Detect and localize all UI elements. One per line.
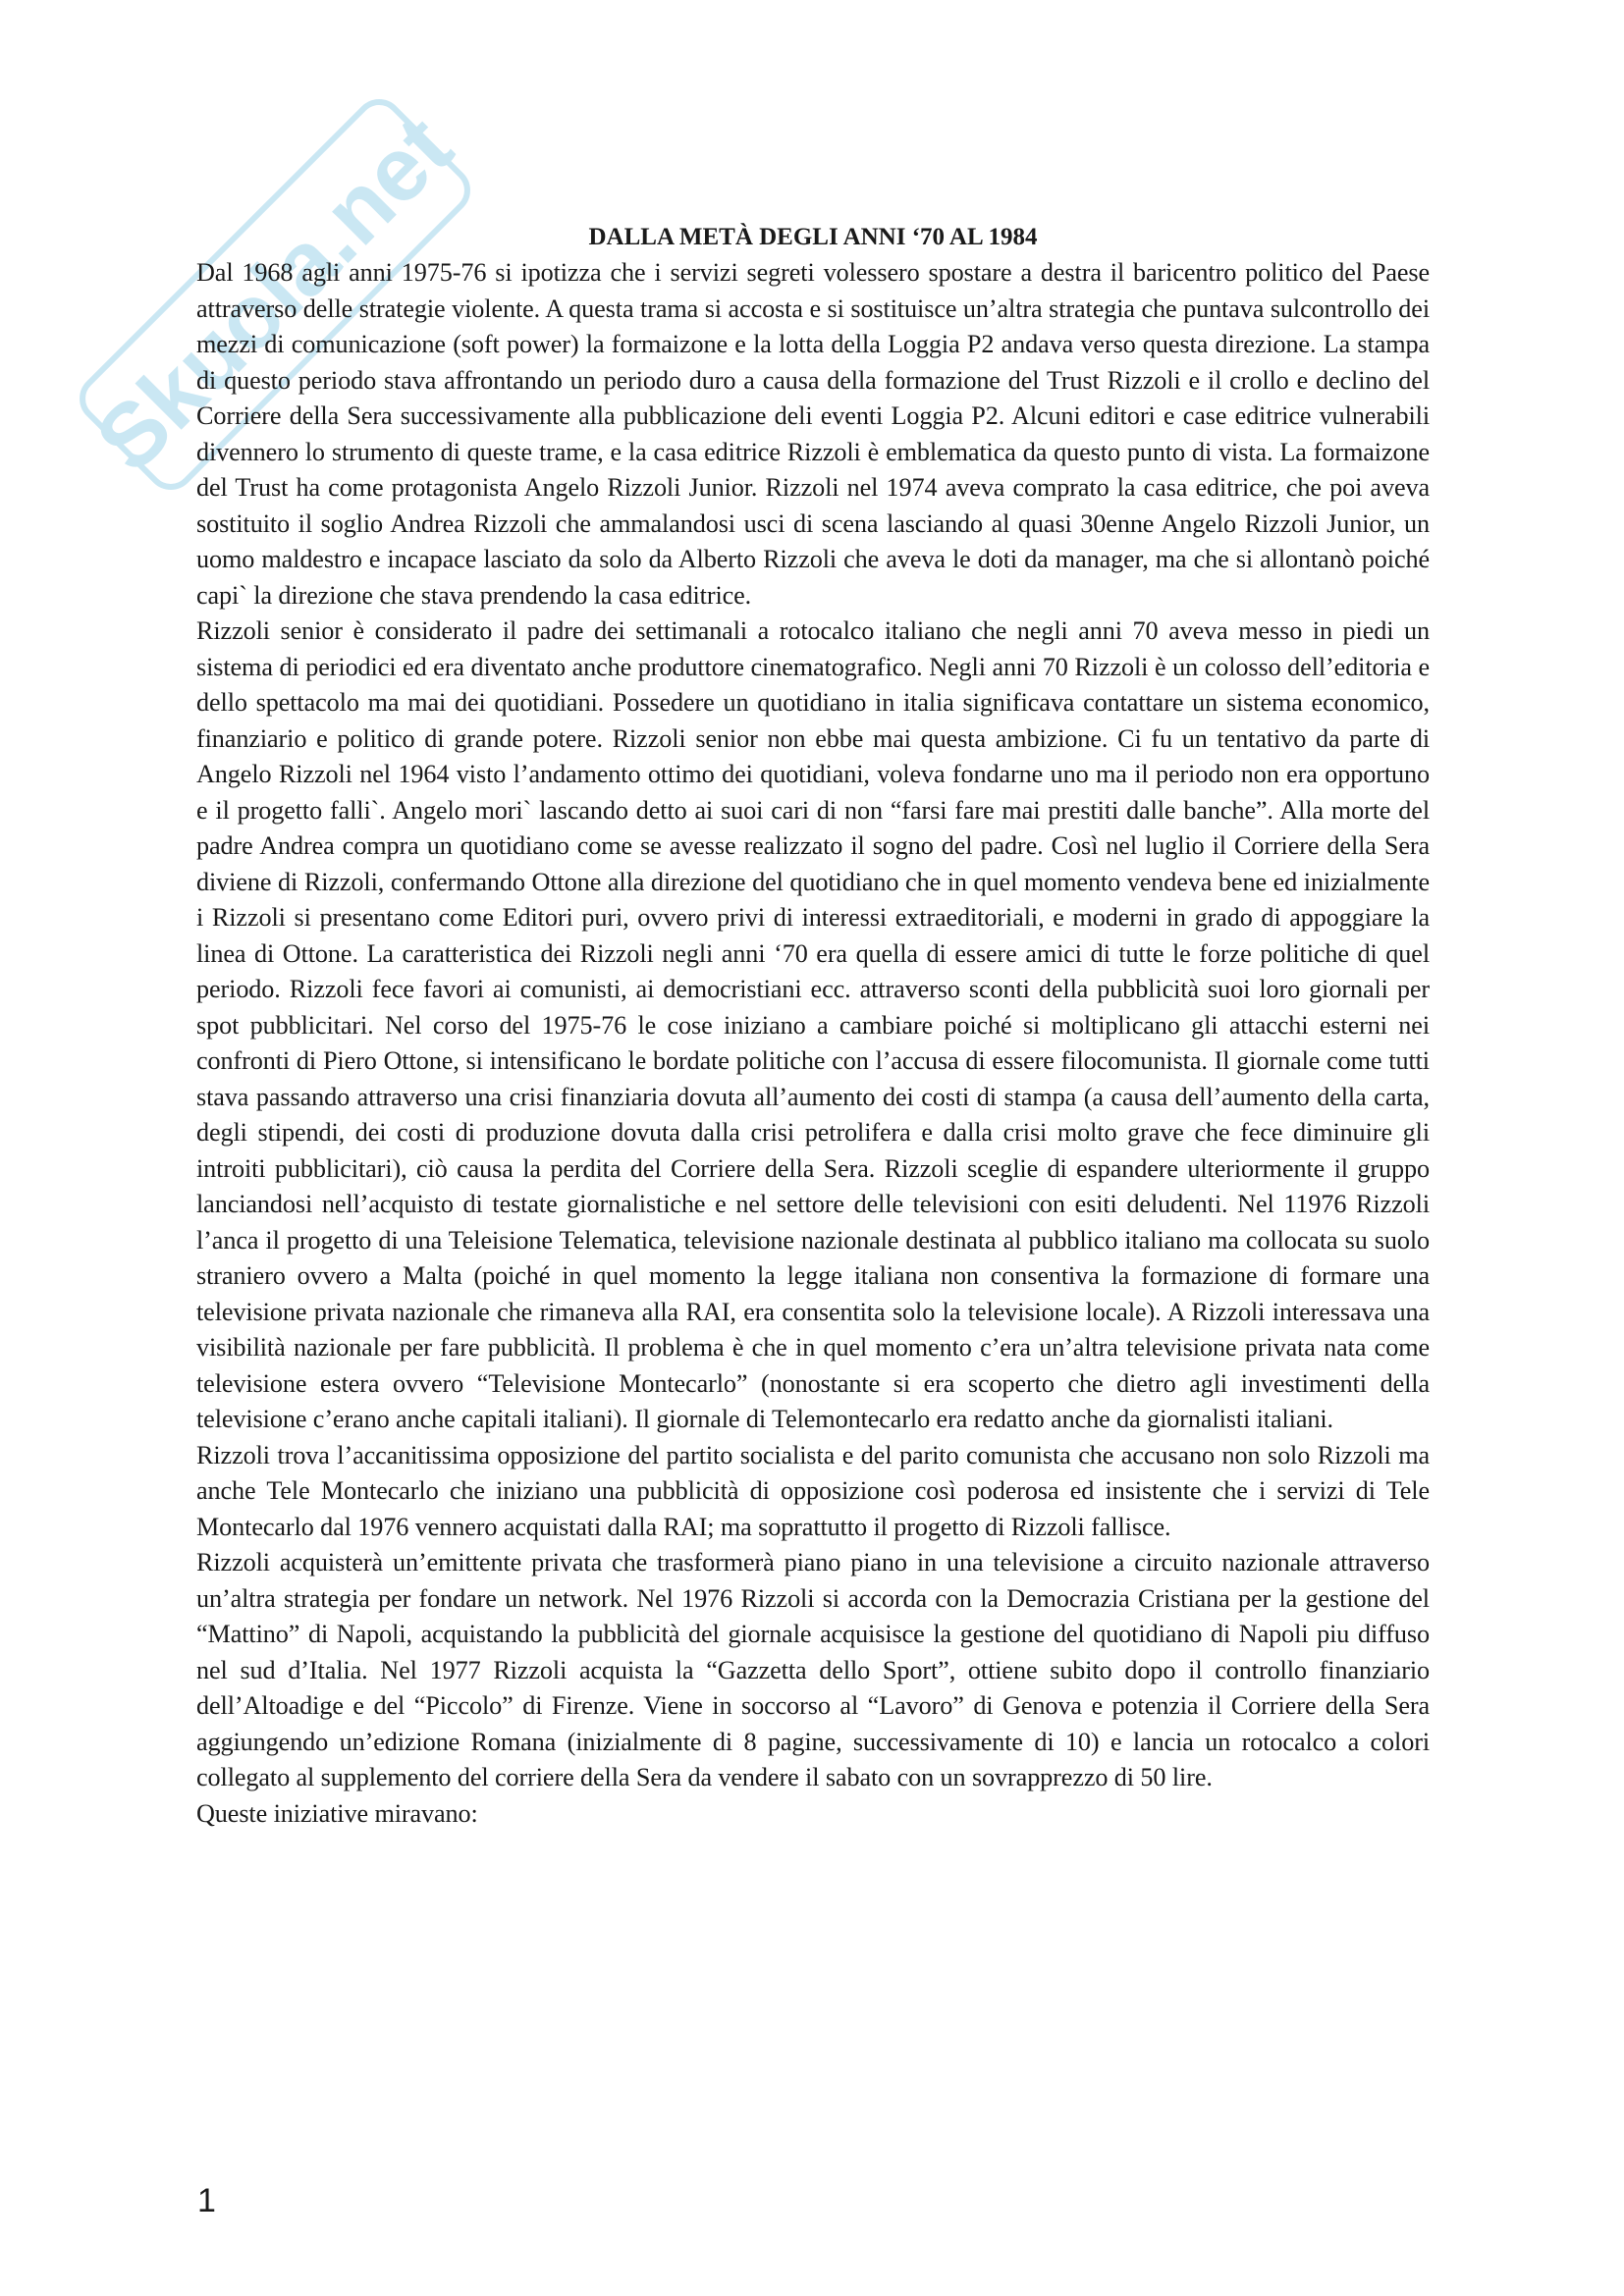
paragraph-5: Queste iniziative miravano: [196, 1798, 478, 1828]
paragraph-3: Rizzoli trova l’accanitissima opposizione del partito socialista e del parito comunista che accusano non solo Rizzoli ma anche Tele Montecarlo che iniziano una pubblicità di opposizione così poderosa ed insistente che i servizi di Tele Montecarlo dal 1976 vennero acquistati dalla RAI; ma soprattutto il progetto di Rizzoli fallisce. [196, 1440, 1430, 1541]
watermark-text: Skuola.net [77, 96, 471, 491]
paragraph-2: Rizzoli senior è considerato il padre dei settimanali a rotocalco italiano che negli anni 70 aveva messo in piedi un sistema di periodici ed era diventato anche produttore cinematografico. Negli anni 70 Rizzoli è un colosso dell’editoria e dello spettacolo ma mai dei quotidiani. Possedere un quotidiano in italia significava contattare un sistema economico, finanziario e politico di grande potere. Rizzoli senior non ebbe mai questa ambizione. Ci fu un tentativo da parte di Angelo Rizzoli nel 1964 visto l’andamento ottimo dei quotidiani, voleva fondarne uno ma il periodo non era opportuno e il progetto falli`. Angelo mori` lascando detto ai suoi cari di non “farsi fare mai prestiti dalle banche”. Alla morte del padre Andrea compra un quotidiano come se avesse realizzato il sogno del padre. Così nel luglio il Corriere della Sera diviene di Rizzoli, confermando Ottone alla direzione del quotidiano che in quel momento vendeva bene ed inizialmente i Rizzoli si presentano come Editori puri, ovvero privi di interessi extraeditoriali, e moderni in grado di appoggiare la linea di Ottone. La caratteristica dei Rizzoli negli anni ‘70 era quella di essere amici di tutte le forze politiche di quel periodo. Rizzoli fece favori ai comunisti, ai democristiani ecc. attraverso sconti della pubblicità suoi loro giornali per spot pubblicitari. Nel corso del 1975-76 le cose iniziano a cambiare poiché si moltiplicano gli attacchi esterni nei confronti di Piero Ottone, si intensificano le bordate politiche con l’accusa di essere filocomunista. Il giornale come tutti stava passando attraverso una crisi finanziaria dovuta all’aumento dei costi di stampa (a causa dell’aumento della carta, degli stipendi, dei costi di produzione dovuta dalla crisi petrolifera e dalla crisi molto grave che fece diminuire gli introiti pubblicitari), ciò causa la perdita del Corriere della Sera. Rizzoli sceglie di espandere ulteriormente il gruppo lanciandosi nell’acquisto di testate giornalistiche e nel settore delle televisioni con esiti deludenti. Nel 11976 Rizzoli l’anca il progetto di una Teleisione Telematica, televisione nazionale destinata al pubblico italiano ma collocata su suolo straniero ovvero a Malta (poiché in quel momento la legge italiana non consentiva la formazione di formare una televisione privata nazionale che rimaneva alla RAI, era consentita solo la televisione locale). A Rizzoli interessava una visibilità nazionale per fare pubblicità. Il problema è che in quel momento c’era un’altra televisione privata nata come televisione estera ovvero “Televisione Montecarlo” (nonostante si era scoperto che dietro agli investimenti della televisione c’erano anche capitali italiani). Il giornale di Telemontecarlo era redatto anche da giornalisti italiani. [196, 616, 1430, 1433]
paragraph-1: Dal 1968 agli anni 1975-76 si ipotizza che i servizi segreti volessero spostare a destra il baricentro politico del Paese attraverso delle strategie violente. A questa trama si accosta e si sostituisce un’altra strategia che puntava sulcontrollo dei mezzi di comunicazione (soft power) la formaizone e la lotta della Loggia P2 andava verso questa direzione. La stampa di questo periodo stava affrontando un periodo duro a causa della formazione del Trust Rizzoli e il crollo e declino del Corriere della Sera successivamente alla pubblicazione deli eventi Loggia P2. Alcuni editori e case editrice vulnerabili divennero lo strumento di queste trame, e la casa editrice Rizzoli è emblematica da questo punto di vista. La formaizone del Trust ha come protagonista Angelo Rizzoli Junior. Rizzoli nel 1974 aveva comprato la casa editrice, che poi aveva sostituito il soglio Andrea Rizzoli che ammalandosi usci di scena lasciando al quasi 30enne Angelo Rizzoli Junior, un uomo maldestro e incapace lasciato da solo da Alberto Rizzoli che aveva le doti da manager, ma che si allontanò poiché capi` la direzione che stava prendendo la casa editrice. [196, 258, 1430, 610]
paragraph-4: Rizzoli acquisterà un’emittente privata che trasformerà piano piano in una televisione a circuito nazionale attraverso un’altra strategia per fondare un network. Nel 1976 Rizzoli si accorda con la Democrazia Cristiana per la gestione del “Mattino” di Napoli, acquistando la pubblicità del giornale acquisisce la gestione del quotidiano di Napoli piu diffuso nel sud d’Italia. Nel 1977 Rizzoli acquista la “Gazzetta dello Sport”, ottiene subito dopo il controllo finanziario dell’Altoadige e del “Piccolo” di Firenze. Viene in soccorso al “Lavoro” di Genova e potenzia il Corriere della Sera aggiungendo un’edizione Romana (inizialmente di 8 pagine, successivamente di 10) e lancia un rotocalco a colori collegato al supplemento del corriere della Sera da vendere il sabato con un sovrapprezzo di 50 lire. [196, 1548, 1430, 1791]
page-number: 1 [197, 2182, 216, 2219]
document-body [196, 220, 1430, 1832]
page-title: DALLA METÀ DEGLI ANNI ‘70 AL 1984 [588, 224, 1038, 250]
